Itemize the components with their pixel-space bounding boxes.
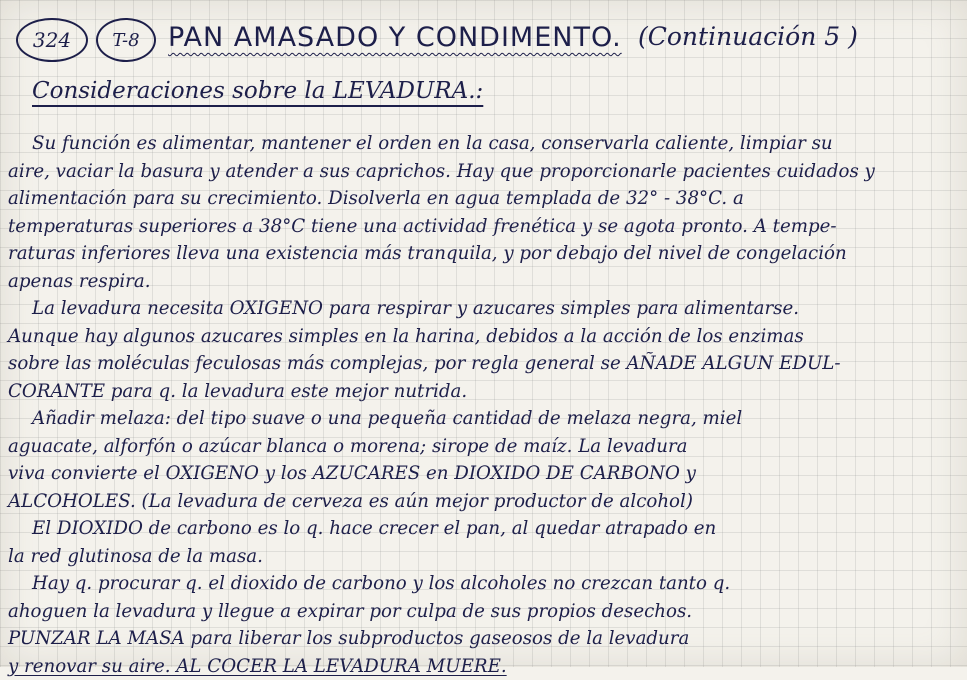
section-tag: T-8 bbox=[96, 18, 156, 62]
text-line: alimentación para su crecimiento. Disolverla en agua templada de 32° - 38°C. a bbox=[8, 185, 960, 213]
text-line: raturas inferiores lleva una existencia más tranquila, y por debajo del nivel de congelación bbox=[8, 240, 960, 268]
section-heading: Consideraciones sobre la LEVADURA.: bbox=[32, 78, 483, 104]
text-line: ahoguen la levadura y llegue a expirar por culpa de sus propios desechos. bbox=[8, 598, 960, 626]
text-line: El DIOXIDO de carbono es lo q. hace crecer el pan, al quedar atrapado en bbox=[8, 515, 960, 543]
text-line: Añadir melaza: del tipo suave o una pequeña cantidad de melaza negra, miel bbox=[8, 405, 960, 433]
text-line: aguacate, alforfón o azúcar blanca o morena; sirope de maíz. La levadura bbox=[8, 433, 960, 461]
page-header bbox=[10, 14, 960, 64]
text-line: La levadura necesita OXIGENO para respirar y azucares simples para alimentarse. bbox=[8, 295, 960, 323]
page-number: 324 bbox=[16, 18, 88, 62]
text-line: sobre las moléculas feculosas más complejas, por regla general se AÑADE ALGUN EDUL- bbox=[8, 350, 960, 378]
text-line: ALCOHOLES. (La levadura de cerveza es aún mejor productor de alcohol) bbox=[8, 488, 960, 516]
text-line: CORANTE para q. la levadura este mejor nutrida. bbox=[8, 378, 960, 406]
text-line: aire, vaciar la basura y atender a sus caprichos. Hay que proporcionarle pacientes cuidados y bbox=[8, 158, 960, 186]
page-title: PAN AMASADO Y CONDIMENTO. bbox=[168, 22, 622, 53]
handwritten-body bbox=[8, 130, 960, 680]
text-line: Hay q. procurar q. el dioxido de carbono y los alcoholes no crezcan tanto q. bbox=[8, 570, 960, 598]
text-line: PUNZAR LA MASA para liberar los subproductos gaseosos de la levadura bbox=[8, 625, 960, 653]
text-line: apenas respira. bbox=[8, 268, 960, 296]
text-line: viva convierte el OXIGENO y los AZUCARES en DIOXIDO DE CARBONO y bbox=[8, 460, 960, 488]
continuation-note: (Continuación 5 ) bbox=[638, 22, 858, 51]
text-line: y renovar su aire. AL COCER LA LEVADURA MUERE. bbox=[8, 653, 960, 680]
text-line: la red glutinosa de la masa. bbox=[8, 543, 960, 571]
text-line: temperaturas superiores a 38°C tiene una actividad frenética y se agota pronto. A tempe- bbox=[8, 213, 960, 241]
text-line: Su función es alimentar, mantener el orden en la casa, conservarla caliente, limpiar su bbox=[8, 130, 960, 158]
text-line: Aunque hay algunos azucares simples en la harina, debidos a la acción de los enzimas bbox=[8, 323, 960, 351]
